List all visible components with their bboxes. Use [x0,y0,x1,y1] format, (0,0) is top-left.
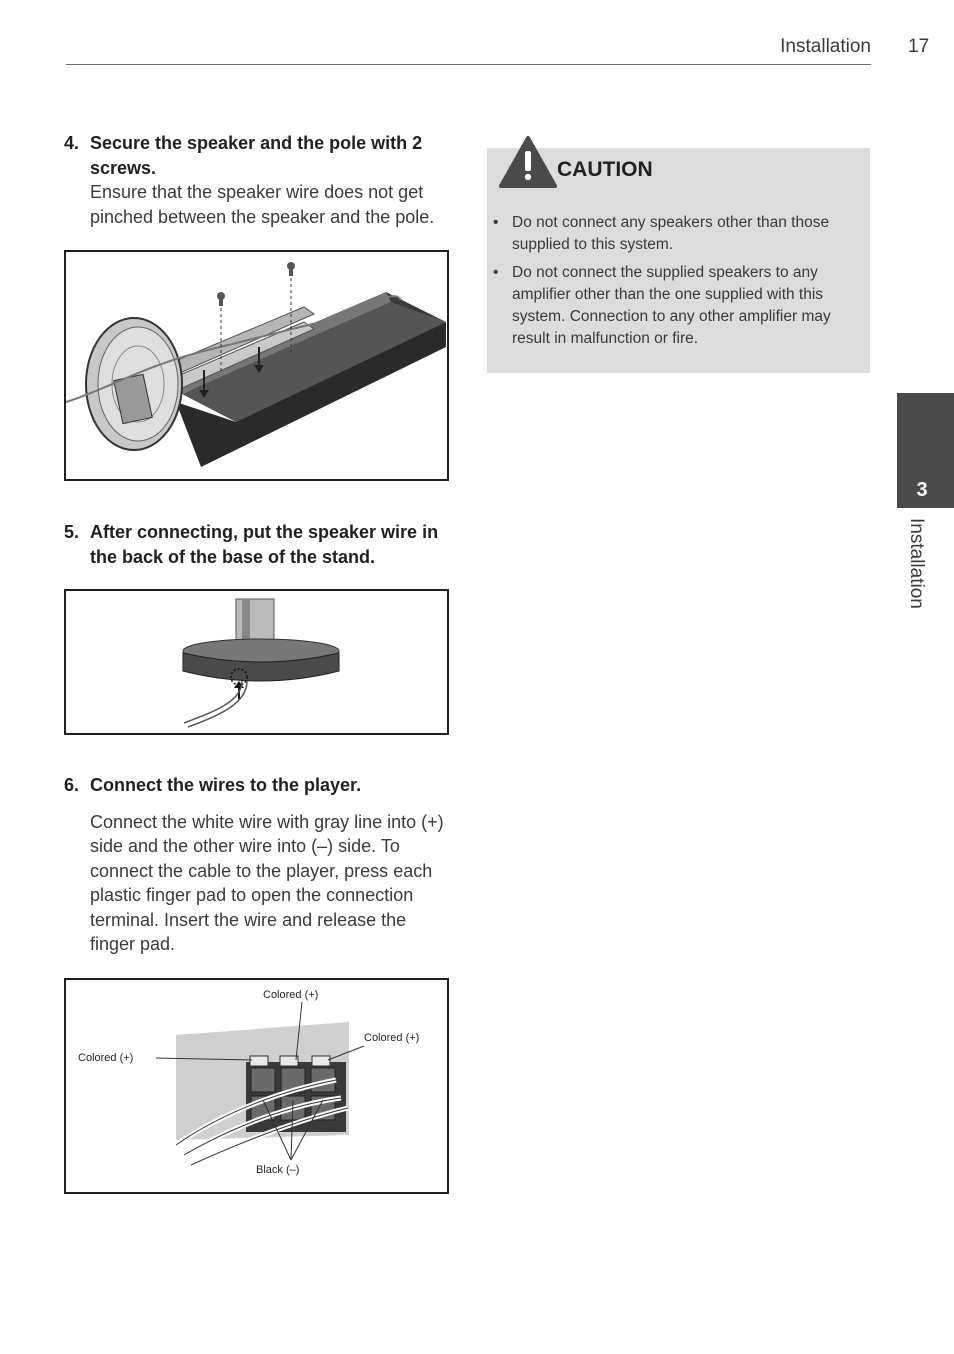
caution-item: • Do not connect any speakers other than those supplied to this system. [493,214,830,253]
figure-stand-base-wire [64,589,449,735]
chapter-number: 3 [916,479,928,501]
chapter-tab [897,393,954,508]
caution-box [487,148,870,373]
figure-terminal-wiring [64,978,449,1194]
step-5 [64,520,454,569]
chapter-label: Installation [906,518,927,609]
step-6 [64,773,454,957]
page-number: 17 [908,36,930,57]
step-4-number: 4. [64,133,80,153]
caution-list [487,212,859,356]
header-rule [66,64,871,65]
step-4 [64,131,454,229]
step-6-number: 6. [64,775,80,795]
step-6-body: Connect the white wire with gray line into (+) side and the other wire into (–) side. To connect the cable to the player, press each plastic finger pad to open the connection terminal. Insert the wire and release the finger pad. [90,811,444,954]
caution-item-text: Do not connect the supplied speakers to any amplifier other than the one supplied with this system. Connection to any other amplifier may result in malfunction or fire. [512,264,831,347]
step-4-heading: Secure the speaker and the pole with 2 screws. [90,133,423,178]
label-black-bottom: Black (–) [256,1164,300,1176]
step-4-body: Ensure that the speaker wire does not get pinched between the speaker and the pole. [90,182,435,227]
figure-speaker-pole-screws [64,250,449,481]
running-header-section: Installation [780,36,871,57]
warning-icon [499,136,557,188]
label-colored-left: Colored (+) [78,1052,134,1064]
step-5-heading: After connecting, put the speaker wire in the back of the base of the stand. [90,522,439,567]
label-colored-top: Colored (+) [263,989,319,1001]
caution-title: CAUTION [557,158,653,181]
step-5-number: 5. [64,522,80,542]
label-colored-right: Colored (+) [364,1032,420,1044]
caution-item-text: Do not connect any speakers other than those supplied to this system. [512,214,830,253]
caution-item: • Do not connect the supplied speakers to any amplifier other than the one supplied with this system. Connection to any other amplifier may result in malfunction or fire. [493,264,831,347]
step-6-heading: Connect the wires to the player. [90,775,362,795]
